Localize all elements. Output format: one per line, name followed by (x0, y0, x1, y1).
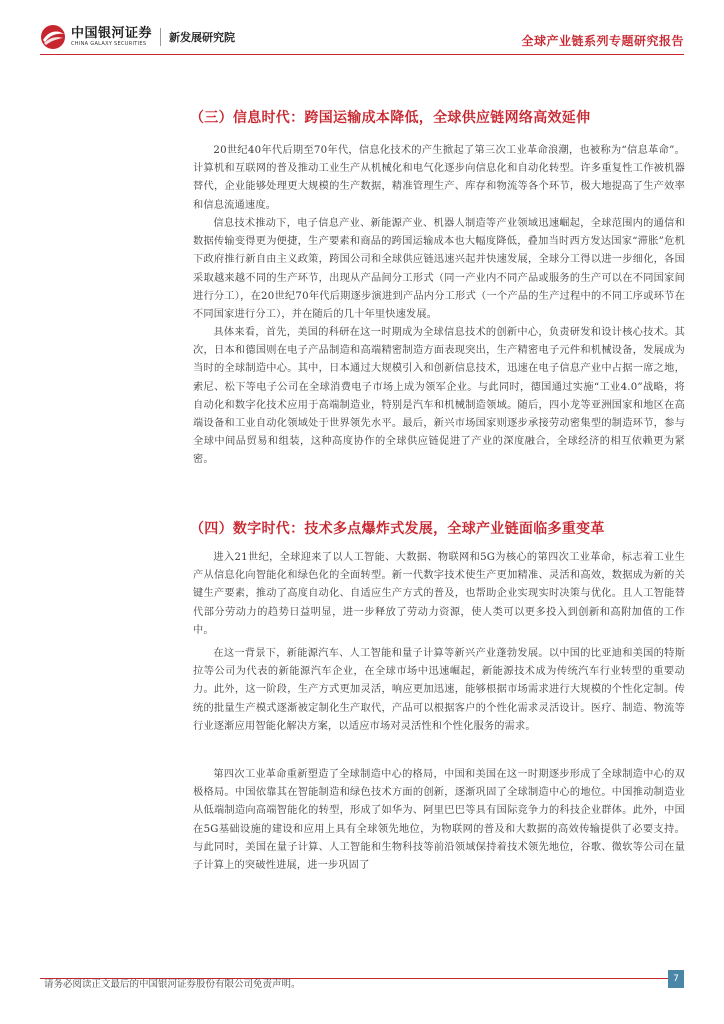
page-number: 7 (668, 970, 684, 988)
logo-divider (160, 28, 161, 46)
logo-text-cn: 中国银河证券 (71, 26, 153, 41)
paragraph-4-2: 在这一背景下，新能源汽车、人工智能和量子计算等新兴产业蓬勃发展。以中国的比亚迪和美国的特斯拉等公司为代表的新能源汽车企业，在全球市场中迅速崛起，新能源技术成为传统汽车行业转型的重要动力。此外，这一阶段，生产方式更加灵活，响应更加迅速，能够根据市场需求进行大规模的个性化定制。传统的批量生产模式逐渐被定制化生产取代，产品可以根据客户的个性化需求灵活设计。医疗、制造、物流等行业逐渐应用智能化解决方案，以适应市场对灵活性和个性化服务的需求。 (193, 648, 685, 732)
paragraph-4-3: 第四次工业革命重新塑造了全球制造中心的格局，中国和美国在这一时期逐步形成了全球制造中心的双极格局。中国依靠其在智能制造和绿色技术方面的创新，逐渐巩固了全球制造中心的地位。中国推动制造业从低端制造向高端智能化的转型，形成了如华为、阿里巴巴等具有国际竞争力的科技企业群体。此外，中国在5G基础设施的建设和应用上具有全球领先地位，为物联网的普及和大数据的高效传输提供了必要支持。与此同时，美国在量子计算、人工智能和生物科技等前沿领域保持着技术领先地位，谷歌、微软等公司在量子计算上的突破性进展，进一步巩固了 (193, 769, 685, 872)
galaxy-logo-icon (40, 24, 66, 50)
section-heading-3: （三）信息时代：跨国运输成本降低，全球供应链网络高效延伸 (190, 110, 591, 126)
report-title: 全球产业链系列专题研究报告 (521, 34, 684, 48)
footer-disclaimer: 请务必阅读正文最后的中国银河证券股份有限公司免责声明。 (44, 979, 301, 990)
page-header (0, 0, 724, 62)
section-heading-4: （四）数字时代：技术多点爆炸式发展，全球产业链面临多重变革 (190, 521, 605, 537)
department-name: 新发展研究院 (169, 31, 236, 44)
paragraph-3-2: 信息技术推动下，电子信息产业、新能源产业、机器人制造等产业领域迅速崛起，全球范围内的通信和数据传输变得更为便捷，生产要素和商品的跨国运输成本也大幅度降低，叠加当时西方发达国家“滞胀”危机下政府推行新自由主义政策，跨国公司和全球供应链迅速兴起并快速发展，全球分工得以进一步细化，各国采取越来越不同的生产环节，出现从产品间分工形式（同一产业内不同产品或服务的生产可以在不同国家间进行分工），在20世纪70年代后期逐步演进到产品内分工形式（一个产品的生产过程中的不同工序或环节在不同国家进行分工），并在随后的几十年里快速发展。 (193, 218, 685, 321)
paragraph-3-3: 具体来看，首先，美国的科研在这一时期成为全球信息技术的创新中心，负责研发和设计核心技术。其次，日本和德国则在电子产品制造和高端精密制造方面表现突出，生产精密电子元件和机械设备，发展成为当时的全球制造中心。其中，日本通过大规模引入和创新信息技术，迅速在电子信息产业中占据一席之地，索尼、松下等电子公司在全球消费电子市场上成为领军企业。与此同时，德国通过实施“工业4.0”战略，将自动化和数字化技术应用于高端制造业，特别是汽车和机械制造领域。随后，四小龙等亚洲国家和地区在高端设备和工业自动化领域处于世界领先水平。最后，新兴市场国家则逐步承接劳动密集型的制造环节，参与全球中间品贸易和组装，这种高度协作的全球供应链促进了产业的深度融合，全球经济的相互依赖更为紧密。 (193, 327, 685, 466)
logo-text-en: CHINA GALAXY SECURITIES (71, 41, 147, 47)
paragraph-4-1: 进入21世纪，全球迎来了以人工智能、大数据、物联网和5G为核心的第四次工业革命，标志着工业生产从信息化向智能化和绿色化的全面转型。新一代数字技术使生产更加精准、灵活和高效，数据成为新的关键生产要素，推动了高度自动化、自适应生产方式的普及，也帮助企业实现实时决策与优化。且人工智能替代部分劳动力的趋势日益明显，进一步释放了劳动力资源，使人类可以更多投入到创新和高附加值的工作中。 (193, 552, 685, 636)
header-divider (40, 54, 684, 55)
paragraph-3-1: 20世纪40年代后期至70年代，信息化技术的产生掀起了第三次工业革命浪潮，也被称为“信息革命”。计算机和互联网的普及推动工业生产从机械化和电气化逐步向信息化和自动化转型。许多重复性工作被机器替代，企业能够处理更大规模的生产数据，精准管理生产、库存和物流等各个环节，极大地提高了生产效率和信息流通速度。 (193, 145, 685, 211)
logo (40, 24, 235, 50)
